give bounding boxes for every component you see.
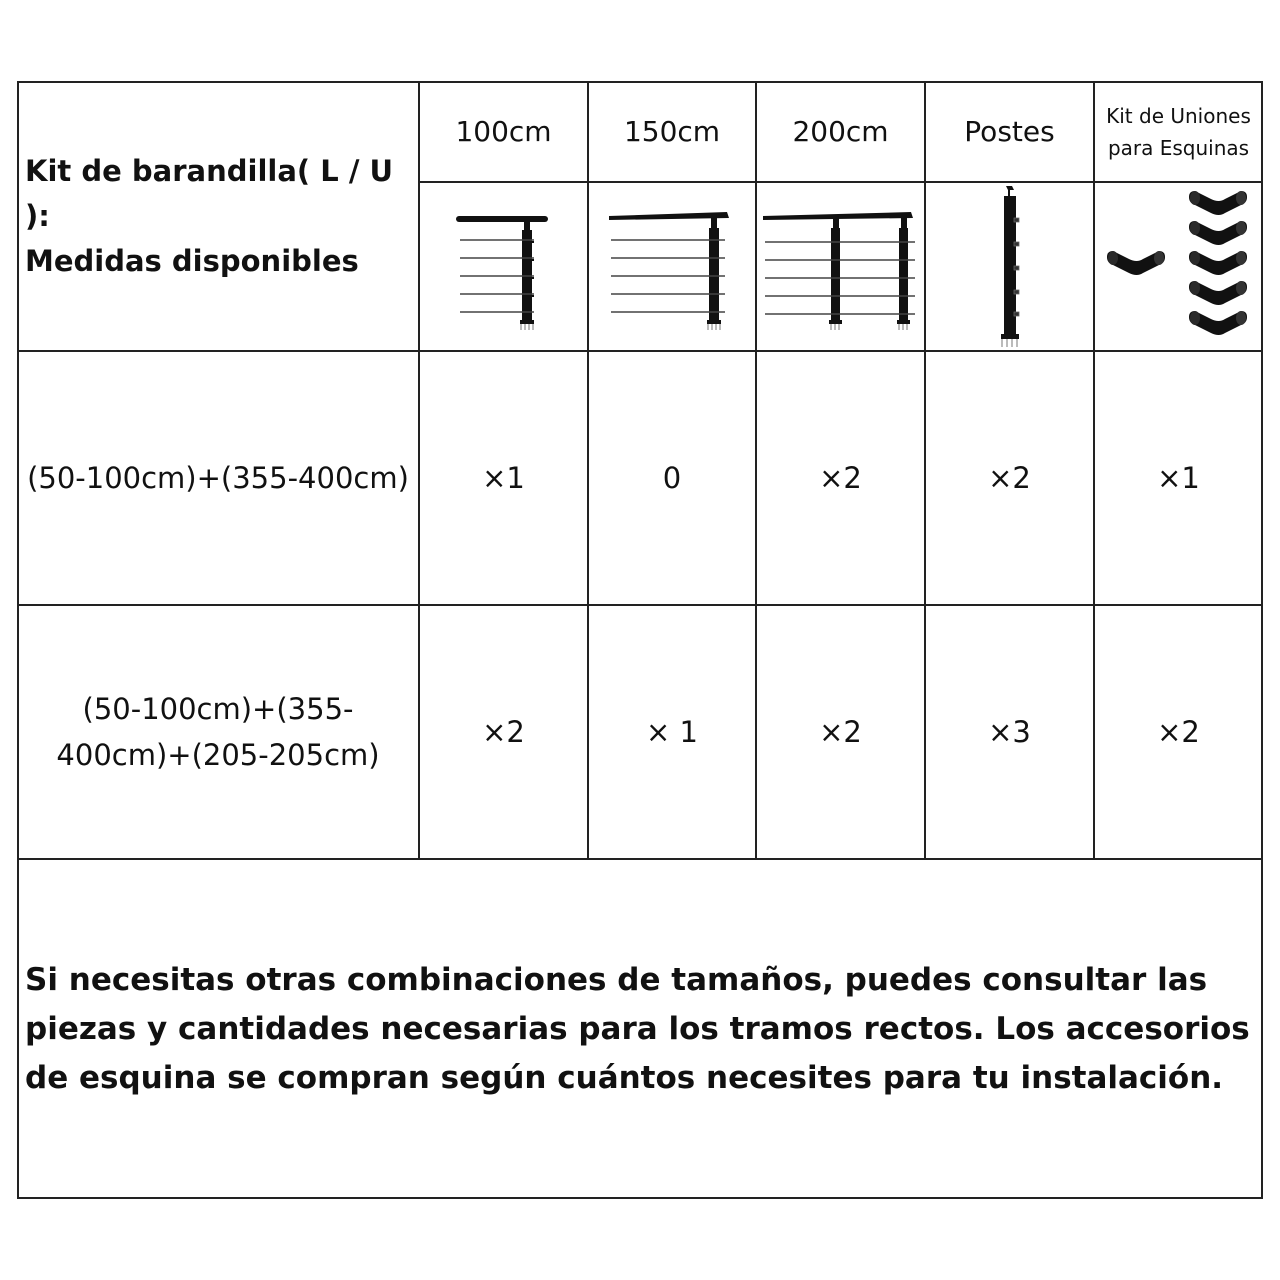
header-postes: Postes bbox=[964, 115, 1055, 148]
row2-postes-value: ×3 bbox=[988, 715, 1031, 749]
header-150cm: 150cm bbox=[623, 115, 721, 148]
row1-100cm-value: ×1 bbox=[482, 461, 525, 495]
row2-label bbox=[17, 605, 419, 859]
row1-postes-value: ×2 bbox=[988, 461, 1031, 495]
railing-200cm-icon bbox=[756, 182, 925, 351]
row1-150cm-value: 0 bbox=[662, 461, 682, 495]
row2-150cm-value: × 1 bbox=[646, 715, 698, 749]
header-corner-kit-line1: Kit de Uniones bbox=[1106, 103, 1251, 128]
row1-label bbox=[17, 351, 419, 605]
header-corner-kit-line2: para Esquinas bbox=[1107, 135, 1250, 160]
header-200cm: 200cm bbox=[792, 115, 889, 148]
footnote-cell bbox=[17, 859, 1263, 1199]
header-corner-kit bbox=[1094, 81, 1263, 182]
post-icon bbox=[925, 182, 1094, 351]
row2-200cm-value: ×2 bbox=[819, 715, 862, 749]
table-title-cell bbox=[17, 81, 419, 351]
table-title-line1: Kit de barandilla( L / U ): bbox=[25, 153, 394, 233]
railing-100cm-icon bbox=[419, 182, 588, 351]
table-title-line2: Medidas disponibles bbox=[25, 243, 359, 278]
row2-label-line2: 400cm)+(205-205cm) bbox=[56, 738, 380, 772]
row2-label-line1: (50-100cm)+(355- bbox=[82, 692, 354, 726]
corner-joint-kit-icon bbox=[1094, 182, 1263, 351]
row1-corner-kit-value: ×1 bbox=[1157, 461, 1200, 495]
row2-corner-kit-value: ×2 bbox=[1157, 715, 1200, 749]
railing-150cm-icon bbox=[588, 182, 756, 351]
footnote-text: Si necesitas otras combinaciones de tamaños, puedes consultar las piezas y cantidades necesarias para los tramos rectos. Los accesorios de esquina se compran según cuántos necesites para tu instalación. bbox=[25, 961, 1250, 1096]
combination-table bbox=[17, 81, 1263, 1199]
header-100cm: 100cm bbox=[455, 115, 552, 148]
row2-100cm-value: ×2 bbox=[482, 715, 525, 749]
row1-label-line1: (50-100cm)+(355-400cm) bbox=[27, 461, 409, 495]
row1-200cm-value: ×2 bbox=[819, 461, 862, 495]
